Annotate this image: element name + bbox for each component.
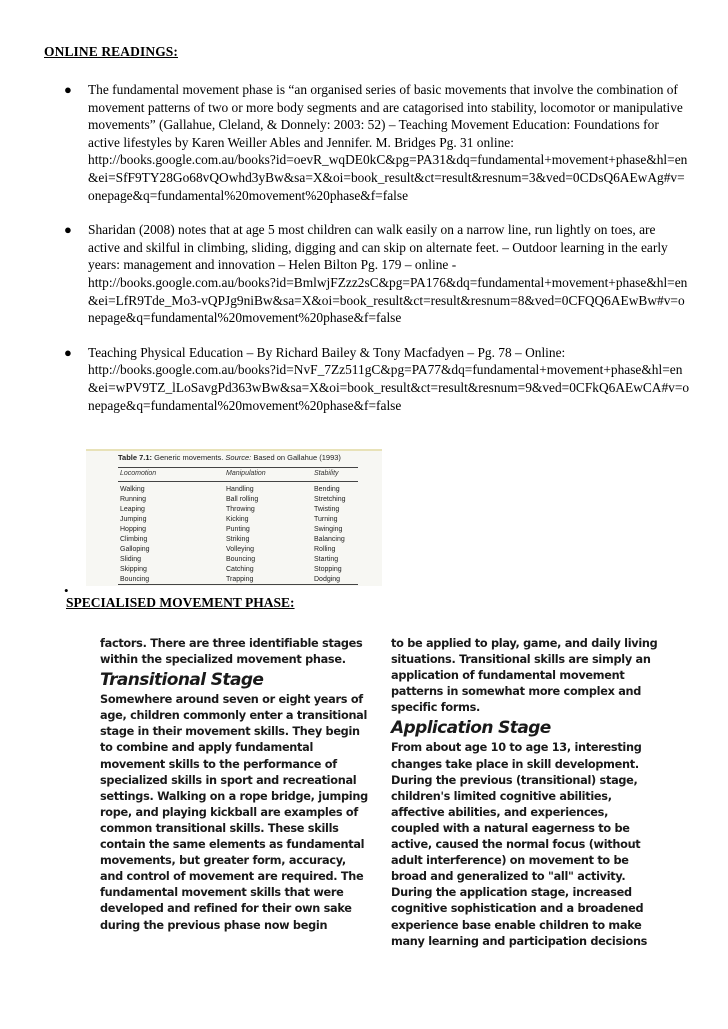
book-excerpt-image [100,636,658,948]
bullet-icon: • [64,583,69,598]
book-column-right [391,636,659,950]
table-rule-top [118,467,358,468]
table-cell: Ball rolling [226,496,259,503]
stage-heading-transitional: Transitional Stage [100,670,264,691]
table-cell: Climbing [120,536,148,543]
table-cell: Leaping [120,506,145,513]
table-cell: Galloping [120,546,150,553]
reading-text: Teaching Physical Education – By Richard Bailey & Tony Macfadyen – Pg. 78 – Online: [88,344,566,360]
table-cell: Bouncing [226,556,256,563]
table-column-locomotion [120,485,150,585]
table-cell: Throwing [226,506,255,513]
table-column-stability [314,485,346,585]
table-cell: Hopping [120,526,147,533]
table-header-manipulation: Manipulation [226,470,266,477]
table-rule-bottom [118,584,358,585]
reading-text: Sharidan (2008) notes that at age 5 most children can walk easily on a narrow line, run lightly on toes, are active and skilful in climbing, sliding, digging and can skip on alternate feet. – Outdoor learning in the early years: management and innovation – Helen Bilton Pg. 179 – online - [88,222,668,273]
list-item [60,344,690,414]
table-rule-header [118,481,358,482]
table-caption: Table 7.1: Generic movements. Source: Based on Gallahue (1993) [118,453,341,462]
reading-text: The fundamental movement phase is “an organised series of basic movements that involve the combination of movement patterns of two or more body segments and are catagorised into stability, locomotor or manipulative movements” (Gallahue, Cleland, & Donnely: 2003: 52) – Teaching Movement Education: Foundations for active lifestyles by Karen Weiller Ables and Jennifer. M. Bridges Pg. 31 online: [88,82,683,150]
table-cell: Punting [226,526,250,533]
stage-heading-application: Application Stage [391,718,551,739]
bullet-icon: ● [64,222,72,238]
table-cell: Stopping [314,566,342,573]
table-cell: Turning [314,516,338,523]
reading-url[interactable]: http://books.google.com.au/books?id=oevR_wqDE0kC&pg=PA31&dq=fundamental+movement+phase&hl=en&ei=SfF9TY28Go68vQOwhd3yBw&sa=X&oi=book_result&ct=result&resnum=3&ved=0CDsQ6AEwAg#v=onepage&q=fundamental%20movement%20phase&f=false [88,152,688,203]
book-paragraph: to be applied to play, game, and daily living situations. Transitional skills are simply an application of fundamental movement patterns in somewhat more complex and specific forms. [391,637,658,715]
section-heading-online-readings: ONLINE READINGS: [44,44,178,59]
table-cell: Jumping [120,516,147,523]
book-paragraph: Somewhere around seven or eight years of age, children commonly enter a transitional stage in their movement skills. They begin to combine and apply fundamental movement skills to the performance of specialized skills in sport and recreational settings. Walking on a rope bridge, jumping rope, and playing kickball are examples of common transitional skills. These skills contain the same elements as fundamental movements, but greater form, accuracy, and control of movement are required. The fundamental movement skills that were developed and refined for their own sake during the previous phase now begin [100,693,368,932]
book-paragraph: From about age 10 to age 13, interesting changes take place in skill development. During the previous (transitional) stage, children's limited cognitive abilities, affective abilities, and experiences, coupled with a natural eagerness to be active, caused the normal focus (without adult interference) on movement to be broad and generalized to "all" activity. During the application stage, increased cognitive sophistication and a broadened experience base enable children to make many learning and participation decisions [391,741,648,948]
readings-list [60,81,690,431]
section-heading-specialised: SPECIALISED MOVEMENT PHASE: [66,595,295,610]
bullet-icon: ● [64,344,72,360]
table-cell: Dodging [314,576,341,583]
table-cell: Trapping [226,576,254,583]
table-cell: Bouncing [120,576,150,583]
table-column-manipulation [226,485,258,585]
table-cell: Swinging [314,526,343,533]
table-cell: Catching [226,566,254,573]
table-cell: Balancing [314,536,345,543]
book-column-left [100,636,370,934]
list-item [60,221,690,327]
table-cell: Starting [314,556,339,563]
table-cell: Rolling [314,546,336,553]
table-cell: Skipping [120,566,147,573]
reading-url[interactable]: http://books.google.com.au/books?id=NvF_7Zz511gC&pg=PA77&dq=fundamental+movement+phase&hl=en&ei=wPV9TZ_lLoSavgPd363wBw&sa=X&oi=book_result&ct=result&resnum=9&ved=0CFkQ6AEwCA#v=onepage&q=fundamental%20movement%20phase&f=false [88,362,690,413]
book-paragraph: factors. There are three identifiable stages within the specialized movement phase. [100,637,363,667]
table-cell: Sliding [120,556,142,563]
table-cell: Striking [226,536,250,543]
table-cell: Kicking [226,516,249,523]
bullet-icon: ● [64,82,72,97]
table-cell: Running [120,496,147,503]
table-cell: Twisting [314,506,340,513]
list-item [60,81,690,204]
table-cell: Handling [226,486,254,493]
table-cell: Walking [120,486,145,493]
table-header-locomotion: Locomotion [120,470,157,477]
generic-movements-table-image [86,449,382,586]
table-cell: Bending [314,486,340,493]
table-cell: Stretching [314,496,346,503]
table-cell: Volleying [226,546,255,553]
reading-url[interactable]: http://books.google.com.au/books?id=BmlwjFZzz2sC&pg=PA176&dq=fundamental+movement+phase&hl=en&ei=LfR9Tde_Mo3-vQPJg9niBw&sa=X&oi=book_result&ct=result&resnum=8&ved=0CFQQ6AEwBw#v=onepage&q=fundamental%20movement%20phase&f=false [88,274,688,326]
table-header-stability: Stability [314,470,339,477]
